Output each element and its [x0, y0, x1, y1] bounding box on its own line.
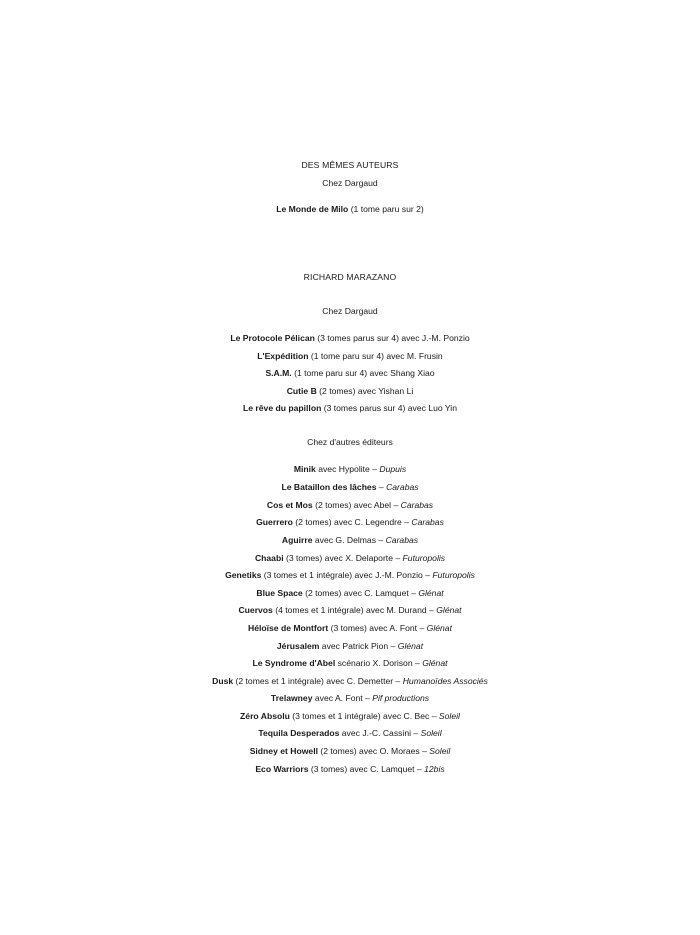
dash-separator: –	[376, 535, 386, 545]
book-detail: scénario X. Dorison	[335, 658, 413, 668]
book-detail: (3 tomes) avec C. Lamquet	[308, 764, 415, 774]
book-title: Jérusalem	[276, 641, 320, 651]
book-detail: (3 tomes parus sur 4) avec Luo Yin	[321, 403, 457, 413]
publisher-name: Dupuis	[379, 464, 407, 474]
publisher-name: Humanoïdes Associés	[402, 676, 488, 686]
book-detail: (3 tomes parus sur 4) avec J.-M. Ponzio	[314, 333, 470, 343]
book-detail: avec J.-C. Cassini	[339, 728, 412, 738]
book-detail: (2 tomes) avec O. Moraes	[317, 746, 420, 756]
dash-separator: –	[422, 570, 433, 580]
book-title: Minik	[293, 464, 316, 474]
book-title: Tequila Desperados	[258, 728, 340, 738]
publisher-name: Pif productions	[372, 693, 430, 703]
book-title: L'Expédition	[257, 351, 309, 361]
book-detail: (2 tomes) avec Yishan Li	[316, 386, 414, 396]
book-detail: (3 tomes) avec A. Font	[328, 623, 418, 633]
dash-separator: –	[429, 711, 439, 721]
book-detail: avec Hypolite	[315, 464, 370, 474]
book-title: Guerrero	[256, 517, 293, 527]
publisher-name: Glénat	[436, 605, 462, 615]
bibliography-entry	[0, 589, 700, 598]
bibliography-entry	[0, 677, 700, 686]
bibliography-entry	[0, 624, 700, 633]
bibliography-entry	[0, 387, 700, 396]
publisher-name: 12bis	[424, 764, 445, 774]
dash-separator: –	[401, 517, 412, 527]
dash-separator: –	[426, 605, 437, 615]
book-title: Le Protocole Pélican	[230, 333, 315, 343]
section-heading: DES MÊMES AUTEURS	[301, 160, 399, 170]
bibliography-entry	[0, 334, 700, 343]
other-publishers-heading: Chez d'autres éditeurs	[307, 437, 393, 447]
bibliography-entry	[0, 571, 700, 580]
dash-separator: –	[393, 676, 403, 686]
book-title: Le Bataillon des lâches	[281, 482, 377, 492]
bibliography-entry	[0, 404, 700, 413]
book-title: Trelawney	[270, 693, 313, 703]
dash-separator: –	[376, 482, 387, 492]
bibliography-entry	[0, 642, 700, 651]
bibliography-entry	[0, 205, 700, 214]
dash-separator: –	[362, 693, 373, 703]
book-title: Aguirre	[281, 535, 313, 545]
bibliography-entry	[0, 465, 700, 474]
publisher-name: Carabas	[386, 482, 419, 492]
publisher-heading: Chez Dargaud	[322, 306, 378, 316]
dash-separator: –	[392, 553, 403, 563]
book-detail: (1 tome paru sur 2)	[348, 204, 424, 214]
book-detail: (2 tomes) avec C. Legendre	[292, 517, 402, 527]
book-title: Cuervos	[238, 605, 273, 615]
book-title: Genetiks	[225, 570, 262, 580]
publisher-name: Glénat	[422, 658, 448, 668]
bibliography-entry	[0, 606, 700, 615]
dash-separator: –	[408, 588, 419, 598]
dash-separator: –	[388, 641, 398, 651]
book-title: Héloïse de Montfort	[248, 623, 329, 633]
publisher-heading: Chez Dargaud	[322, 178, 378, 188]
book-title: S.A.M.	[265, 368, 292, 378]
book-detail: avec G. Delmas	[312, 535, 377, 545]
bibliography-entry	[0, 747, 700, 756]
publisher-name: Carabas	[385, 535, 419, 545]
book-detail: (2 tomes) avec C. Lamquet	[302, 588, 409, 598]
publisher-name: Soleil	[429, 746, 451, 756]
bibliography-entry	[0, 729, 700, 738]
bibliography-entry	[0, 694, 700, 703]
dash-separator: –	[412, 658, 423, 668]
book-title: Eco Warriors	[255, 764, 309, 774]
dash-separator: –	[369, 464, 380, 474]
bibliography-entry	[0, 659, 700, 668]
book-title: Le rêve du papillon	[243, 403, 322, 413]
book-detail: avec Patrick Pion	[319, 641, 389, 651]
dash-separator: –	[391, 500, 401, 510]
book-detail: (3 tomes et 1 intégrale) avec C. Bec	[289, 711, 430, 721]
publisher-name: Glénat	[426, 623, 452, 633]
book-title: Blue Space	[256, 588, 303, 598]
publisher-name: Soleil	[438, 711, 460, 721]
book-detail: (1 tome paru sur 4) avec Shang Xiao	[291, 368, 435, 378]
book-title: Chaabi	[254, 553, 284, 563]
book-title: Cos et Mos	[266, 500, 313, 510]
bibliography-entry	[0, 518, 700, 527]
publisher-name: Glénat	[418, 588, 444, 598]
book-detail: (3 tomes et 1 intégrale) avec J.-M. Ponzio	[261, 570, 423, 580]
book-detail: (4 tomes et 1 intégrale) avec M. Durand	[272, 605, 427, 615]
book-title: Cutie B	[286, 386, 317, 396]
dash-separator: –	[411, 728, 421, 738]
book-title: Dusk	[212, 676, 234, 686]
dash-separator: –	[417, 623, 427, 633]
book-detail: avec A. Font	[312, 693, 363, 703]
dash-separator: –	[419, 746, 430, 756]
publisher-name: Soleil	[420, 728, 442, 738]
book-detail: (2 tomes) avec Abel	[312, 500, 392, 510]
book-detail: (2 tomes et 1 intégrale) avec C. Demetter	[233, 676, 394, 686]
author-name: RICHARD MARAZANO	[303, 272, 397, 282]
book-title: Sidney et Howell	[249, 746, 318, 756]
bibliography-entry	[0, 483, 700, 492]
book-title: Zéro Absolu	[240, 711, 290, 721]
bibliography-entry	[0, 352, 700, 361]
bibliography-entry	[0, 712, 700, 721]
publisher-name: Futuropolis	[402, 553, 446, 563]
publisher-name: Carabas	[400, 500, 434, 510]
dash-separator: –	[414, 764, 425, 774]
bibliography-entry	[0, 765, 700, 774]
bibliography-entry	[0, 554, 700, 563]
book-detail: (1 tome paru sur 4) avec M. Frusin	[308, 351, 443, 361]
bibliography-entry	[0, 536, 700, 545]
publisher-name: Carabas	[411, 517, 444, 527]
publisher-name: Glénat	[397, 641, 424, 651]
book-detail: (3 tomes) avec X. Delaporte	[283, 553, 393, 563]
publisher-name: Futuropolis	[432, 570, 475, 580]
bibliography-entry	[0, 501, 700, 510]
book-title: Le Monde de Milo	[276, 204, 349, 214]
book-title: Le Syndrome d'Abel	[252, 658, 336, 668]
bibliography-entry	[0, 369, 700, 378]
